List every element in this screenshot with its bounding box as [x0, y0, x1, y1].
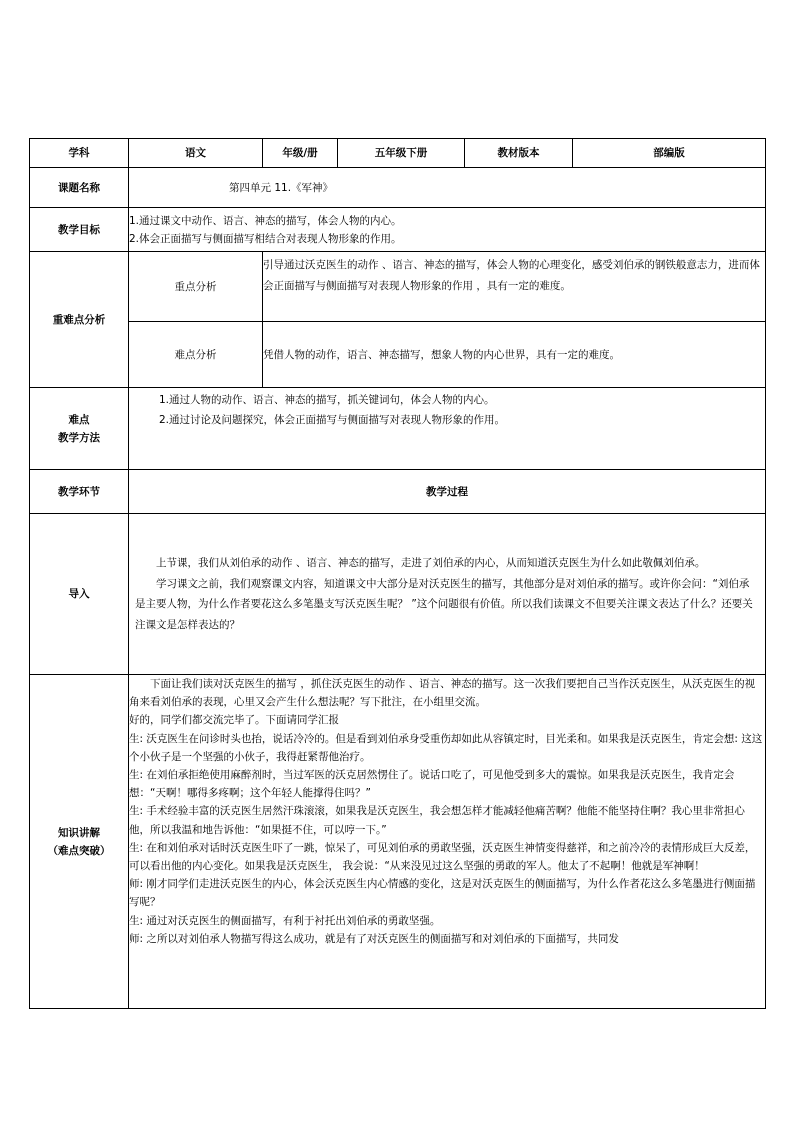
- knowledge-paragraph: 生: 在刘伯承拒绝使用麻醉剂时，当过军医的沃克居然愣住了。说话口吃了，可见他受到多大的震惊。如果我是沃克医生，我肯定会想：“天啊！哪得多疼啊；这个年轻人能撑得住吗？”: [129, 769, 735, 800]
- process-header-row: [30, 470, 766, 514]
- knowledge-paragraph: 生: 沃克医生在问诊时头也抬，说话冷冷的。但是看到刘伯承身受重伤却如此从容镇定时，目光柔和。如果我是沃克医生，肯定会想: 这这个小伙子是一个坚强的小伙子，我得赶紧帮他治疗。: [129, 732, 763, 763]
- topic-label: 课题名称: [30, 168, 129, 208]
- edition-value: 部编版: [573, 139, 766, 168]
- knowledge-label-line1: 知识讲解: [58, 826, 100, 839]
- methods-label: [30, 388, 129, 470]
- lesson-plan-table: [29, 138, 766, 1009]
- knowledge-paragraph: 生: 在和刘伯承对话时沃克医生吓了一跳，惊呆了，可见刘伯承的勇敢坚强，沃克医生神情变得慈祥，和之前冷冷的表情形成巨大反差，可以看出他的内心变化。如果我是沃克医生， 我会说：“从来没见过这么坚强的勇敢的军人。他太了不起啊！他就是军神啊！: [129, 841, 756, 873]
- methods-label-line2: 教学方法: [58, 431, 100, 444]
- knowledge-row: [30, 675, 766, 1009]
- topic-value: 第四单元 11.《军神》: [129, 168, 766, 208]
- hard-point-text: 凭借人物的动作，语言、神态描写，想象人物的内心世界，具有一定的难度。: [263, 322, 766, 388]
- goals-label: 教学目标: [30, 208, 129, 252]
- process-header-left: 教学环节: [30, 470, 129, 514]
- intro-label: 导入: [30, 514, 129, 675]
- intro-content: [129, 514, 766, 675]
- method-item: 2.通过讨论及问题探究，体会正面描写与侧面描写对表现人物形象的作用。: [159, 414, 506, 426]
- knowledge-content: [129, 675, 766, 1009]
- knowledge-label: [30, 675, 129, 1009]
- header-row: [30, 139, 766, 168]
- goal-item: 2.体会正面描写与侧面描写相结合对表现人物形象的作用。: [129, 232, 402, 245]
- hard-point-row: [30, 322, 766, 388]
- topic-row: [30, 168, 766, 208]
- process-header-right: 教学过程: [129, 470, 766, 514]
- difficulty-label: 重难点分析: [30, 252, 129, 388]
- methods-content: [129, 388, 766, 470]
- grade-label: 年级/册: [263, 139, 338, 168]
- subject-label: 学科: [30, 139, 129, 168]
- knowledge-paragraph: 下面让我们读对沃克医生的描写 ，抓住沃克医生的动作 、语言、神态的描写。这一次我们要把自己当作沃克医生，从沃克医生的视角来看刘伯承的表现，心里又会产生什么想法呢？写下批注，在小组里交流。: [129, 678, 756, 709]
- goals-content: [129, 208, 766, 252]
- knowledge-paragraph: 生: 通过对沃克医生的侧面描写，有利于衬托出刘伯承的勇敢坚强。: [129, 914, 441, 927]
- method-item: 1.通过人物的动作、语言、神态的描写，抓关键词句，体会人物的内心。: [159, 394, 495, 406]
- intro-paragraph: 学习课文之前，我们观察课文内容，知道课文中大部分是对沃克医生的描写，其他部分是对刘伯承的描写。或许你会问：“刘伯承是主要人物，为什么作者要花这么多笔墨支写沃克医生呢？ ”这个问题很有价值。所以我们读课文不但要关注课文表达了什么？还要关注课文是怎样表达的？: [135, 577, 753, 631]
- goal-item: 1.通过课文中动作、语言、神态的描写，体会人物的内心。: [129, 214, 402, 227]
- edition-label: 教材版本: [465, 139, 573, 168]
- grade-value: 五年级下册: [338, 139, 465, 168]
- intro-row: [30, 514, 766, 675]
- key-point-row: [30, 252, 766, 322]
- subject-value: 语文: [129, 139, 263, 168]
- hard-point-label: 难点分析: [129, 322, 263, 388]
- knowledge-label-line2: （难点突破）: [47, 844, 111, 857]
- knowledge-paragraph: 师: 刚才同学们走进沃克医生的内心，体会沃克医生内心情感的变化，这是对沃克医生的侧面描写，为什么作者花这么多笔墨进行侧面描写呢？: [129, 878, 756, 909]
- knowledge-paragraph: 师: 之所以对刘伯承人物描写得这么成功，就是有了对沃克医生的侧面描写和对刘伯承的下面描写，共同发: [129, 932, 619, 945]
- goals-row: [30, 208, 766, 252]
- knowledge-paragraph: 生: 手术经验丰富的沃克医生居然汗珠滚滚，如果我是沃克医生，我会想怎样才能减轻他痛苦啊？他能不能坚持住啊？我心里非常担心他，所以我温和地告诉他：“如果挺不住，可以哼一下。”: [129, 805, 745, 836]
- key-point-text: 引导通过沃克医生的动作 、语言、神态的描写，体会人物的心理变化，感受刘伯承的钢铁般意志力，进而体会正面描写与侧面描写对表现人物形象的作用 ，具有一定的难度。: [263, 252, 766, 322]
- methods-row: [30, 388, 766, 470]
- methods-label-line1: 难点: [68, 413, 90, 426]
- intro-paragraph: 上节课，我们从刘伯承的动作 、语言、神态的描写，走进了刘伯承的内心，从而知道沃克医生为什么如此敬佩刘伯承。: [156, 557, 706, 569]
- key-point-label: 重点分析: [129, 252, 263, 322]
- knowledge-paragraph: 好的，同学们都交流完毕了。下面请同学汇报: [129, 714, 339, 727]
